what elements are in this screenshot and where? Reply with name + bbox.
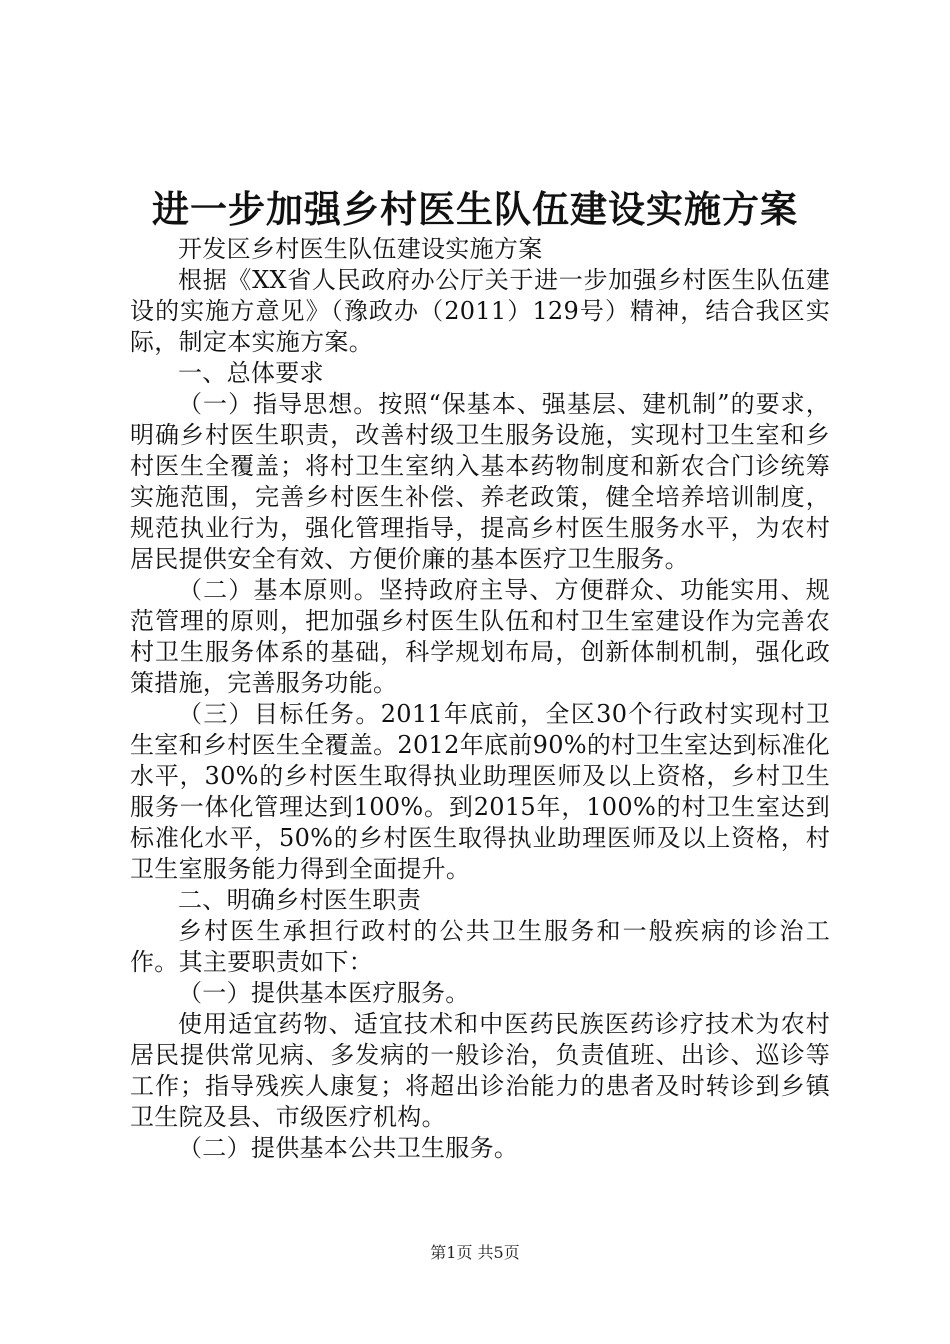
intro-paragraph: 根据《XX省人民政府办公厅关于进一步加强乡村医生队伍建设的实施方意见》（豫政办（2011）129号）精神，结合我区实际，制定本实施方案。 xyxy=(130,266,830,356)
guiding-thought-paragraph: （一）指导思想。按照“保基本、强基层、建机制”的要求，明确乡村医生职责，改善村级卫生服务设施，实现村卫生室和乡村医生全覆盖；将村卫生室纳入基本药物制度和新农合门诊统筹实施范围，完善乡村医生补偿、养老政策，健全培养培训制度，规范执业行为，强化管理指导，提高乡村医生服务水平，为农村居民提供安全有效、方便价廉的基本医疗卫生服务。 xyxy=(130,390,830,573)
section-heading-general-requirements: 一、总体要求 xyxy=(178,359,324,387)
document-body xyxy=(130,234,830,1164)
subheading-basic-medical-service: （一）提供基本医疗服务。 xyxy=(178,979,470,1007)
subtitle-paragraph: 开发区乡村医生队伍建设实施方案 xyxy=(178,235,543,263)
target-tasks-paragraph: （三）目标任务。2011年底前，全区30个行政村实现村卫生室和乡村医生全覆盖。2012年底前90%的村卫生室达到标准化水平，30%的乡村医生取得执业助理医师及以上资格，乡村卫生服务一体化管理达到100%。到2015年，100%的村卫生室达到标准化水平，50%的乡村医生取得执业助理医师及以上资格，村卫生室服务能力得到全面提升。 xyxy=(130,700,830,883)
document-title: 进一步加强乡村医生队伍建设实施方案 xyxy=(152,187,798,231)
basic-principles-paragraph: （二）基本原则。坚持政府主导、方便群众、功能实用、规范管理的原则，把加强乡村医生队伍和村卫生室建设作为完善农村卫生服务体系的基础，科学规划布局，创新体制机制，强化政策措施，完善服务功能。 xyxy=(130,576,830,697)
page-footer: 第1页 共5页 xyxy=(430,1243,520,1262)
responsibilities-intro-paragraph: 乡村医生承担行政村的公共卫生服务和一般疾病的诊治工作。其主要职责如下： xyxy=(130,917,830,976)
basic-medical-service-paragraph: 使用适宜药物、适宜技术和中医药民族医药诊疗技术为农村居民提供常见病、多发病的一般诊治，负责值班、出诊、巡诊等工作；指导残疾人康复；将超出诊治能力的患者及时转诊到乡镇卫生院及县、市级医疗机构。 xyxy=(130,1010,830,1131)
subheading-public-health-service: （二）提供基本公共卫生服务。 xyxy=(178,1134,519,1162)
section-heading-responsibilities: 二、明确乡村医生职责 xyxy=(178,886,421,914)
